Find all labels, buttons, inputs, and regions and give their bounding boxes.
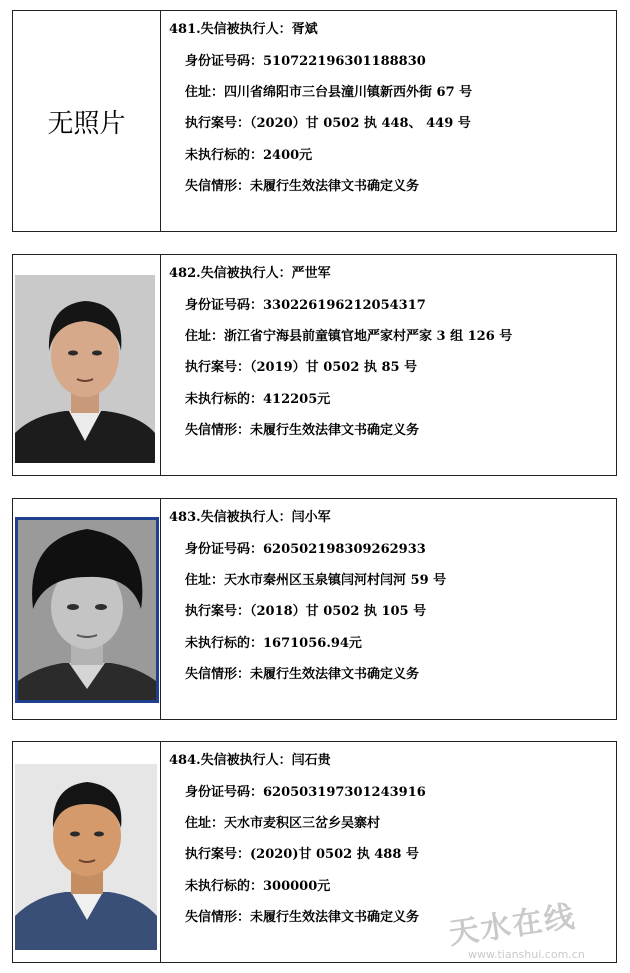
photo-cell (13, 11, 161, 231)
case-number: 执行案号：（2019）甘 0502 执 85 号 (185, 360, 418, 375)
unpaid-amount: 未执行标的：412205元 (185, 392, 331, 407)
unpaid-amount: 未执行标的：2400元 (185, 148, 313, 163)
site-watermark (448, 900, 618, 970)
watermark-logo-text: 天水在线 (446, 899, 579, 952)
record-title: 481.失信被执行人：胥斌 (169, 22, 318, 37)
person-photo (13, 742, 161, 962)
photo-cell (13, 255, 161, 475)
record-card-481 (12, 10, 617, 232)
record-card-483 (12, 498, 617, 720)
info-cell (161, 255, 616, 475)
record-title: 482.失信被执行人：严世军 (169, 266, 331, 281)
record-title: 483.失信被执行人：闫小军 (169, 510, 331, 525)
record-card-482 (12, 254, 617, 476)
id-number: 身份证号码：330226196212054317 (185, 298, 426, 313)
record-title: 484.失信被执行人：闫石贵 (169, 753, 331, 768)
default-situation: 失信情形：未履行生效法律文书确定义务 (185, 179, 420, 194)
default-situation: 失信情形：未履行生效法律文书确定义务 (185, 910, 420, 925)
unpaid-amount: 未执行标的：300000元 (185, 879, 331, 894)
unpaid-amount: 未执行标的：1671056.94元 (185, 636, 362, 651)
address: 住址：浙江省宁海县前童镇官地严家村严家 3 组 126 号 (185, 329, 513, 344)
id-number: 身份证号码：510722196301188830 (185, 54, 426, 69)
id-number: 身份证号码：620503197301243916 (185, 785, 426, 800)
id-number: 身份证号码：620502198309262933 (185, 542, 426, 557)
photo-cell (13, 499, 161, 719)
default-situation: 失信情形：未履行生效法律文书确定义务 (185, 667, 420, 682)
person-photo (13, 255, 161, 475)
address: 住址：天水市秦州区玉泉镇闫河村闫河 59 号 (185, 573, 447, 588)
case-number: 执行案号：（2020）甘 0502 执 448、 449 号 (185, 116, 471, 131)
default-situation: 失信情形：未履行生效法律文书确定义务 (185, 423, 420, 438)
info-cell (161, 499, 616, 719)
watermark-url: www.tianshui.com.cn (468, 948, 585, 961)
info-cell (161, 11, 616, 231)
address: 住址：天水市麦积区三岔乡吴寨村 (185, 816, 381, 831)
person-photo (13, 499, 161, 719)
no-photo-label: 无照片 (47, 108, 126, 139)
address: 住址：四川省绵阳市三台县潼川镇新西外街 67 号 (185, 85, 473, 100)
photo-cell (13, 742, 161, 962)
case-number: 执行案号：（2018）甘 0502 执 105 号 (185, 604, 427, 619)
case-number: 执行案号：(2020)甘 0502 执 488 号 (185, 847, 419, 862)
